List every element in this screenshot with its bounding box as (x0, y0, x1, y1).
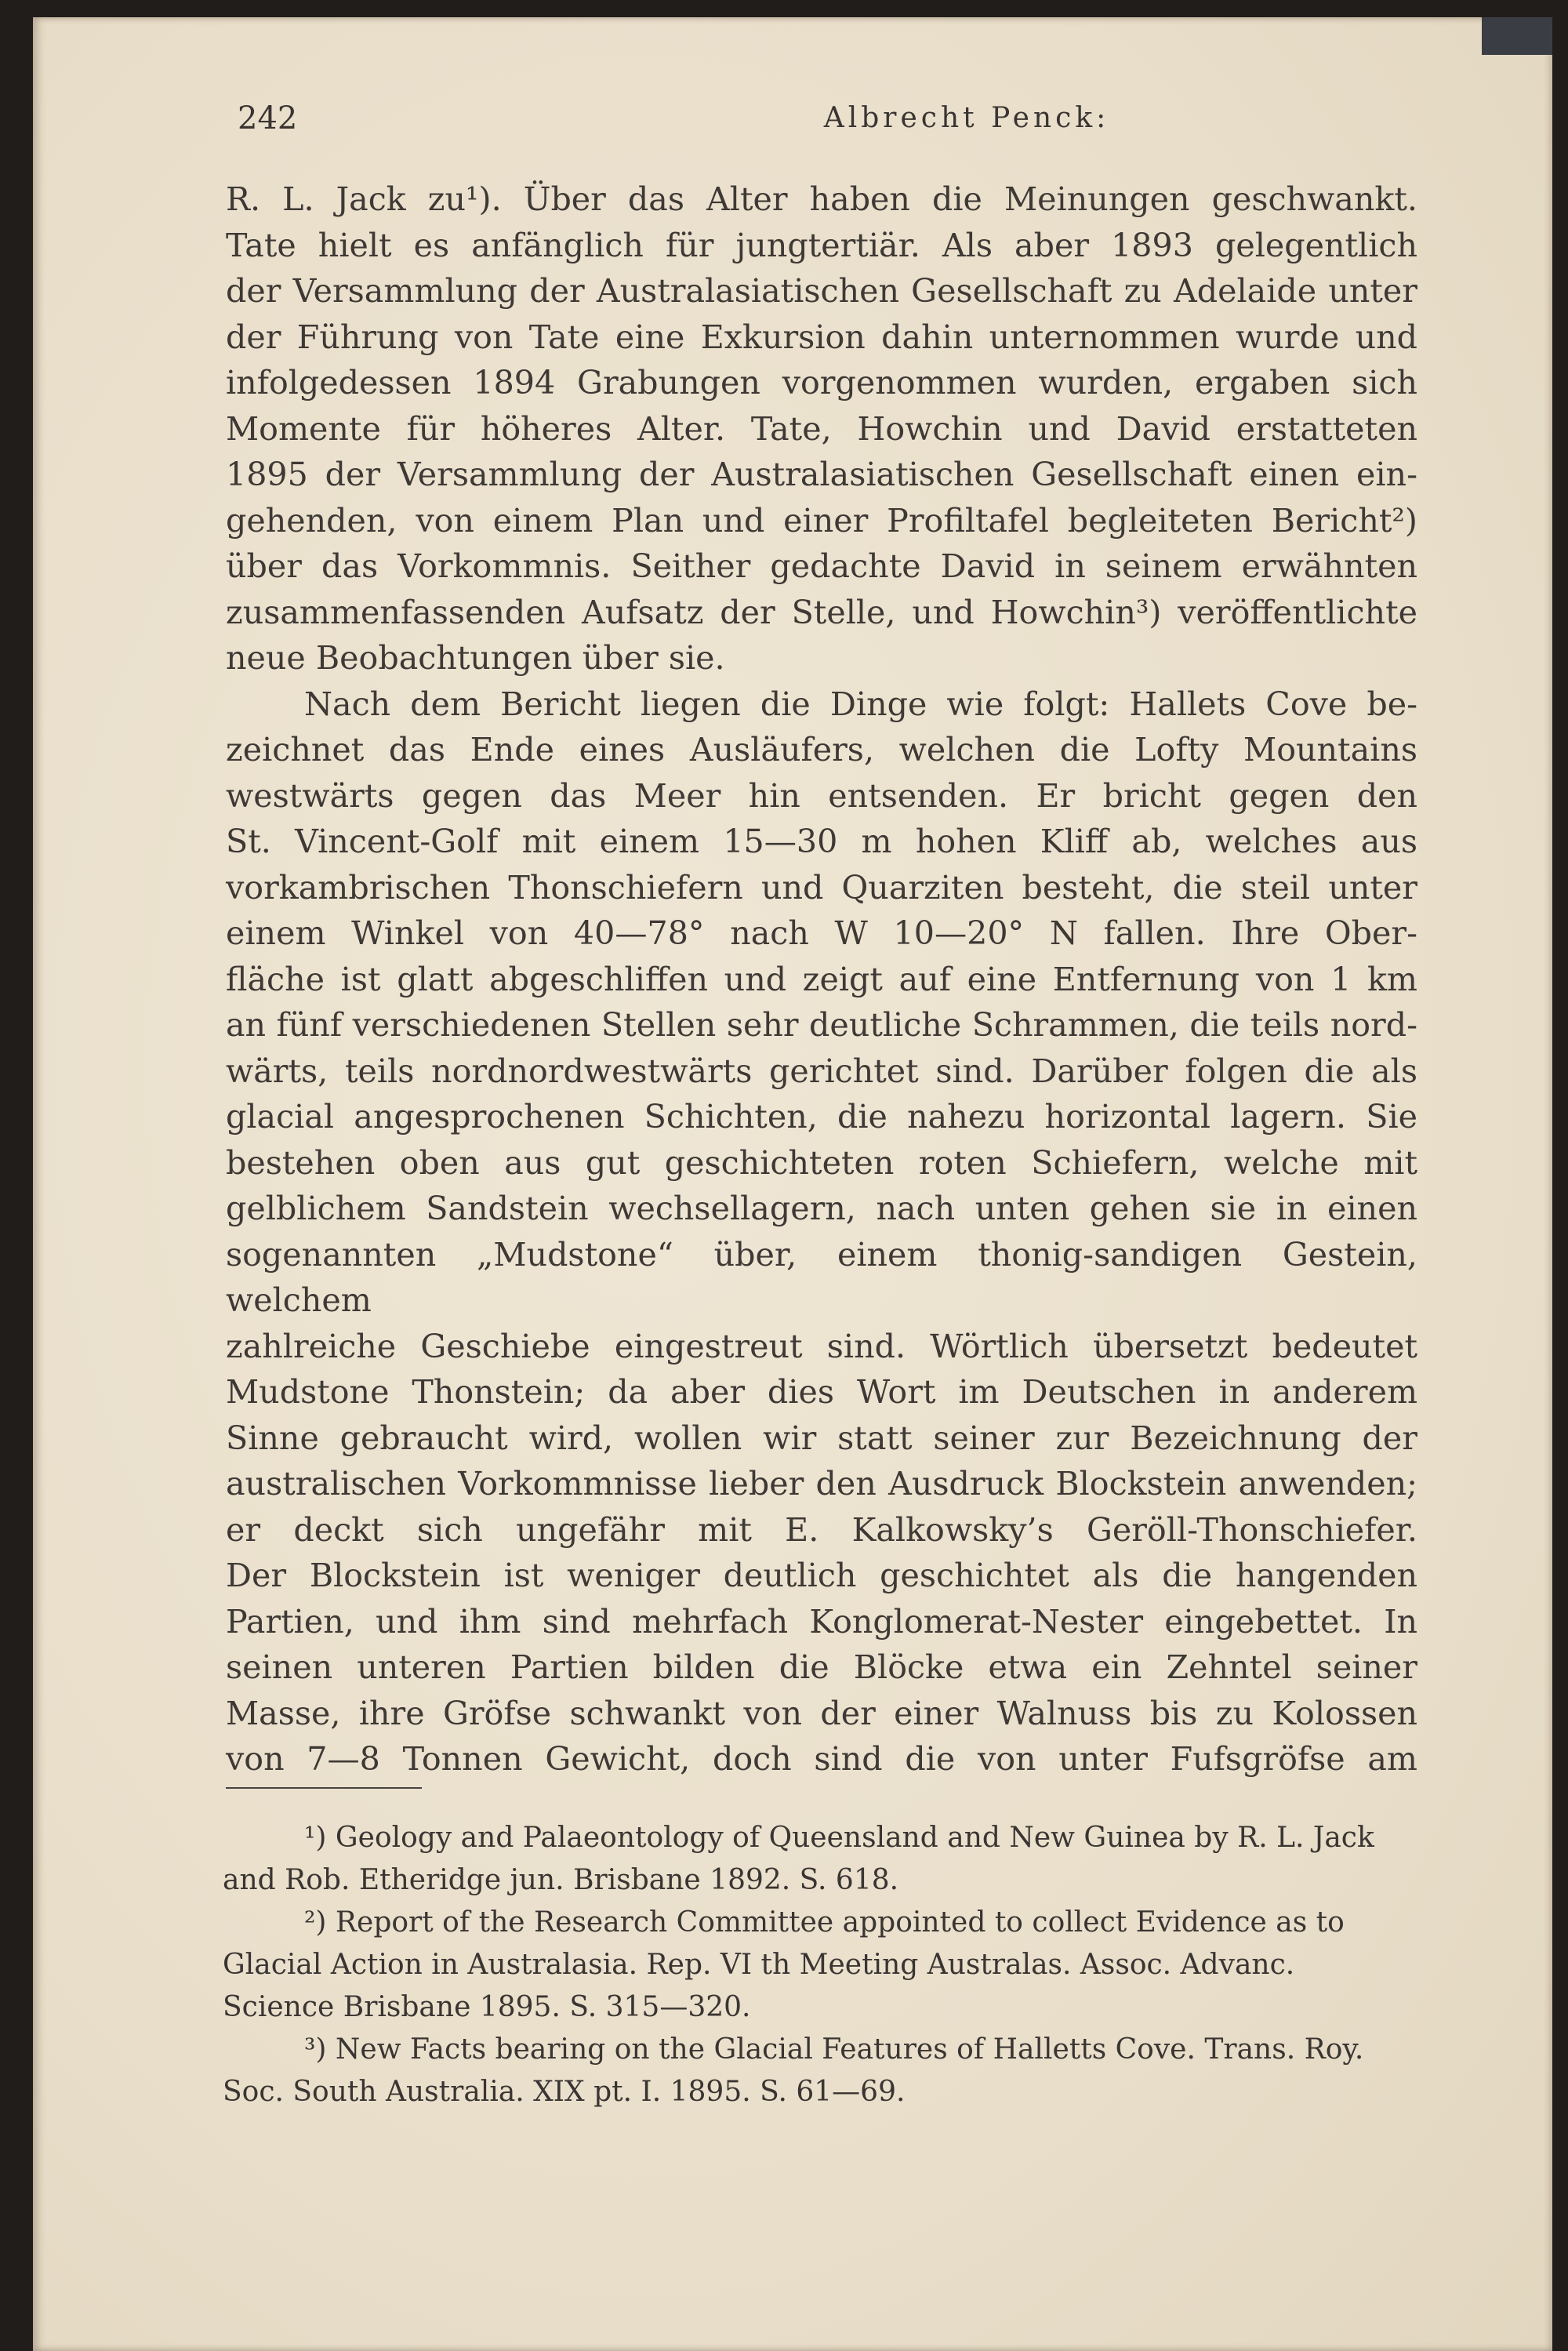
footnote-line: Soc. South Australia. XIX pt. I. 1895. S. 61—69. (223, 2076, 906, 2108)
text-line: Tate hielt es anfänglich für jungtertiär. Als aber 1893 gelegentlich (226, 226, 1417, 264)
footnote-2 (223, 1902, 1417, 2029)
text-line: vorkambrischen Thonschiefern und Quarziten besteht, die steil unter (226, 868, 1417, 907)
text-line: Nach dem Bericht liegen die Dinge wie folgt: Hallets Cove be- (304, 685, 1417, 723)
text-line: Mudstone Thonstein; da aber dies Wort im Deutschen in anderem (226, 1373, 1417, 1411)
paragraph-1 (226, 176, 1417, 681)
text-line: zahlreiche Geschiebe eingestreut sind. Wörtlich übersetzt bedeutet (226, 1327, 1417, 1365)
text-line: einem Winkel von 40—78° nach W 10—20° N fallen. Ihre Ober- (226, 914, 1417, 952)
footnote-line: ²) Report of the Research Committee appointed to collect Evidence as to (304, 1906, 1345, 1939)
text-line: von 7—8 Tonnen Gewicht, doch sind die von unter Fufsgröfse am (226, 1740, 1417, 1778)
text-line: zusammenfassenden Aufsatz der Stelle, und Howchin³) veröffentlichte (226, 593, 1417, 631)
text-line: infolgedessen 1894 Grabungen vorgenommen wurden, ergaben sich (226, 364, 1417, 402)
footnote-line: and Rob. Etheridge jun. Brisbane 1892. S. 618. (223, 1864, 899, 1896)
text-line: australischen Vorkommnisse lieber den Ausdruck Blockstein anwenden; (226, 1465, 1417, 1503)
page-header (210, 100, 1425, 144)
footnote-line: Glacial Action in Australasia. Rep. VI th Meeting Australas. Assoc. Advanc. (223, 1949, 1295, 1981)
text-line: Sinne gebraucht wird, wollen wir statt seiner zur Bezeichnung der (226, 1419, 1417, 1457)
text-line: wärts, teils nordnordwestwärts gerichtet sind. Darüber folgen die als (226, 1052, 1417, 1090)
text-line: Partien, und ihm sind mehrfach Konglomerat-Nester eingebettet. In (226, 1602, 1417, 1641)
text-line: glacial angesprochenen Schichten, die nahezu horizontal lagern. Sie (226, 1098, 1417, 1136)
page-number: 242 (238, 100, 298, 136)
text-line: fläche ist glatt abgeschliffen und zeigt auf eine Entfernung von 1 km (226, 960, 1417, 998)
text-line: bestehen oben aus gut geschichteten roten Schiefern, welche mit (226, 1143, 1417, 1182)
running-head: Albrecht Penck: (823, 102, 1110, 134)
footnote-divider (226, 1787, 422, 1789)
footnote-line: Science Brisbane 1895. S. 315—320. (223, 1991, 751, 2023)
text-line: St. Vincent-Golf mit einem 15—30 m hohen Kliff ab, welches aus (226, 823, 1417, 860)
text-line: neue Beobachtungen über sie. (226, 639, 725, 677)
text-line: Masse, ihre Gröfse schwankt von der einer Walnuss bis zu Kolossen (226, 1694, 1417, 1732)
text-line: gelblichem Sandstein wechsellagern, nach unten gehen sie in einen (226, 1190, 1417, 1227)
text-line: der Führung von Tate eine Exkursion dahin unternommen wurde und (226, 318, 1417, 356)
body-text (226, 176, 1417, 1782)
text-line: gehenden, von einem Plan und einer Profiltafel begleiteten Bericht²) (226, 501, 1417, 540)
text-line: über das Vorkommnis. Seither gedachte David in seinem erwähnten (226, 547, 1417, 585)
footnotes (223, 1817, 1417, 2113)
text-line: Der Blockstein ist weniger deutlich geschichtet als die hangenden (226, 1557, 1417, 1594)
footnote-3 (223, 2029, 1417, 2113)
paragraph-2 (226, 681, 1417, 1782)
text-line: R. L. Jack zu¹). Über das Alter haben die Meinungen geschwankt. (226, 180, 1417, 218)
text-line: seinen unteren Partien bilden die Blöcke etwa ein Zehntel seiner (226, 1648, 1417, 1686)
text-line: westwärts gegen das Meer hin entsenden. Er bricht gegen den (226, 776, 1417, 815)
text-line: sogenannten „Mudstone“ über, einem thonig-sandigen Gestein, welchem (226, 1235, 1417, 1319)
footnote-line: ³) New Facts bearing on the Glacial Features of Halletts Cove. Trans. Roy. (304, 2033, 1364, 2066)
footnote-line: ¹) Geology and Palaeontology of Queensland and New Guinea by R. L. Jack (304, 1822, 1374, 1854)
text-line: der Versammlung der Australasiatischen Gesellschaft zu Adelaide unter (226, 272, 1417, 310)
scan-corner (1482, 17, 1552, 55)
text-line: er deckt sich ungefähr mit E. Kalkowsky’s Geröll-Thonschiefer. (226, 1510, 1417, 1549)
text-line: Momente für höheres Alter. Tate, Howchin und David erstatteten (226, 409, 1417, 448)
text-line: zeichnet das Ende eines Ausläufers, welchen die Lofty Mountains (226, 731, 1417, 769)
text-line: an fünf verschiedenen Stellen sehr deutliche Schrammen, die teils nord- (226, 1006, 1417, 1044)
footnote-1 (223, 1817, 1417, 1902)
text-line: 1895 der Versammlung der Australasiatischen Gesellschaft einen ein- (226, 456, 1417, 493)
